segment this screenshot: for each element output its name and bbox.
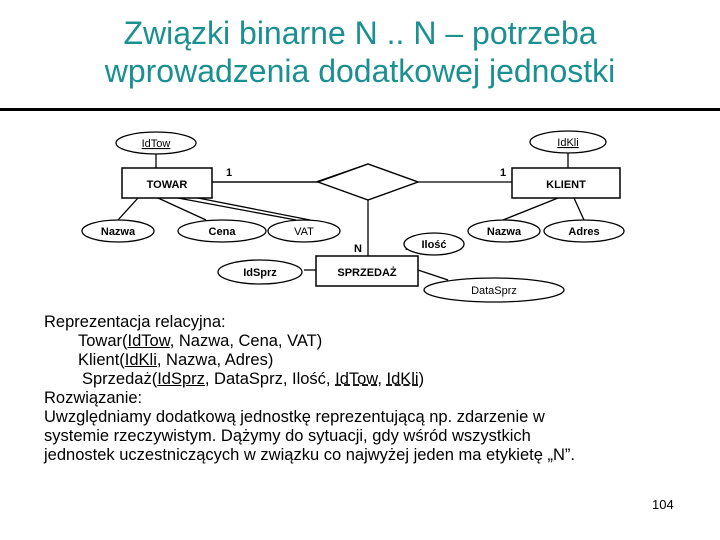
attr-nazwa-towar-label: Nazwa — [100, 226, 136, 238]
relation-klient-key: IdKli — [124, 351, 157, 369]
attr-idsprz-label: IdSprz — [243, 267, 277, 279]
solution-line-1: Uwzględniamy dodatkową jednostkę reprezentującą np. zdarzenie w — [44, 408, 545, 426]
entity-klient-label: KLIENT — [546, 179, 586, 191]
attr-cena-label: Cena — [208, 226, 236, 238]
entity-towar-label: TOWAR — [146, 179, 188, 191]
slide-title — [0, 14, 720, 90]
cardinality-sprzedaz: N — [354, 243, 362, 255]
relation-diamond — [318, 164, 418, 200]
page-number: 104 — [652, 497, 674, 512]
cardinality-klient: 1 — [500, 167, 507, 179]
relation-sprzedaz-key: IdSprz — [157, 370, 205, 388]
attr-ilosc-label: Ilość — [421, 239, 447, 251]
relation-sprzedaz — [44, 370, 575, 389]
link-klient-adres — [574, 198, 584, 220]
attr-idkli-label: IdKli — [557, 137, 579, 149]
solution-line-2: systemie rzeczywistym. Dążymy do sytuacji, gdy wśród wszystkich — [44, 427, 531, 445]
title-line-1: Związki binarne N .. N – potrzeba — [123, 15, 597, 51]
relation-sprzedaz-fk1: IdTow — [335, 370, 378, 388]
relation-towar-name: Towar( — [78, 332, 128, 350]
solution-heading: Rozwiązanie: — [44, 389, 143, 407]
relation-towar-rest: , Nazwa, Cena, VAT) — [169, 332, 323, 350]
cardinality-towar: 1 — [226, 167, 233, 179]
relational-heading: Reprezentacja relacyjna: — [44, 313, 226, 331]
relation-klient-rest: , Nazwa, Adres) — [156, 351, 274, 369]
attr-vat-label: VAT — [294, 226, 314, 238]
relation-sprzedaz-name: Sprzedaż( — [82, 370, 158, 388]
attr-nazwa-klient-label: Nazwa — [486, 226, 522, 238]
relation-towar — [44, 332, 575, 351]
link-sprzedaz-datasprz — [418, 270, 448, 280]
link-towar-vat — [178, 198, 296, 220]
relation-sprzedaz-mid: , DataSprz, Ilość, — [204, 370, 336, 388]
entity-towar — [122, 168, 212, 198]
attr-datasprz-label: DataSprz — [471, 285, 517, 297]
relation-towar-key: IdTow — [127, 332, 170, 350]
relation-sprzedaz-sep: , — [377, 370, 387, 388]
relational-text — [44, 313, 575, 465]
entity-klient — [512, 168, 620, 198]
link-towar-nazwa — [118, 198, 138, 220]
relation-sprzedaz-fk2: IdKli — [386, 370, 419, 388]
relation-klient — [44, 351, 575, 370]
relation-sprzedaz-end: ) — [418, 370, 425, 388]
title-underline — [0, 108, 720, 111]
entity-sprzedaz — [316, 256, 418, 286]
entity-sprzedaz-label: SPRZEDAŻ — [337, 267, 397, 279]
title-line-2: wprowadzenia dodatkowej jednostki — [104, 53, 616, 89]
attr-adres-label: Adres — [568, 226, 600, 238]
attr-idtow-label: IdTow — [141, 138, 171, 150]
relation-klient-name: Klient( — [78, 351, 125, 369]
solution-line-3: jednostek uczestniczących w związku co najwyżej jeden ma etykietę „N”. — [44, 446, 575, 464]
link-klient-nazwa — [503, 198, 558, 220]
